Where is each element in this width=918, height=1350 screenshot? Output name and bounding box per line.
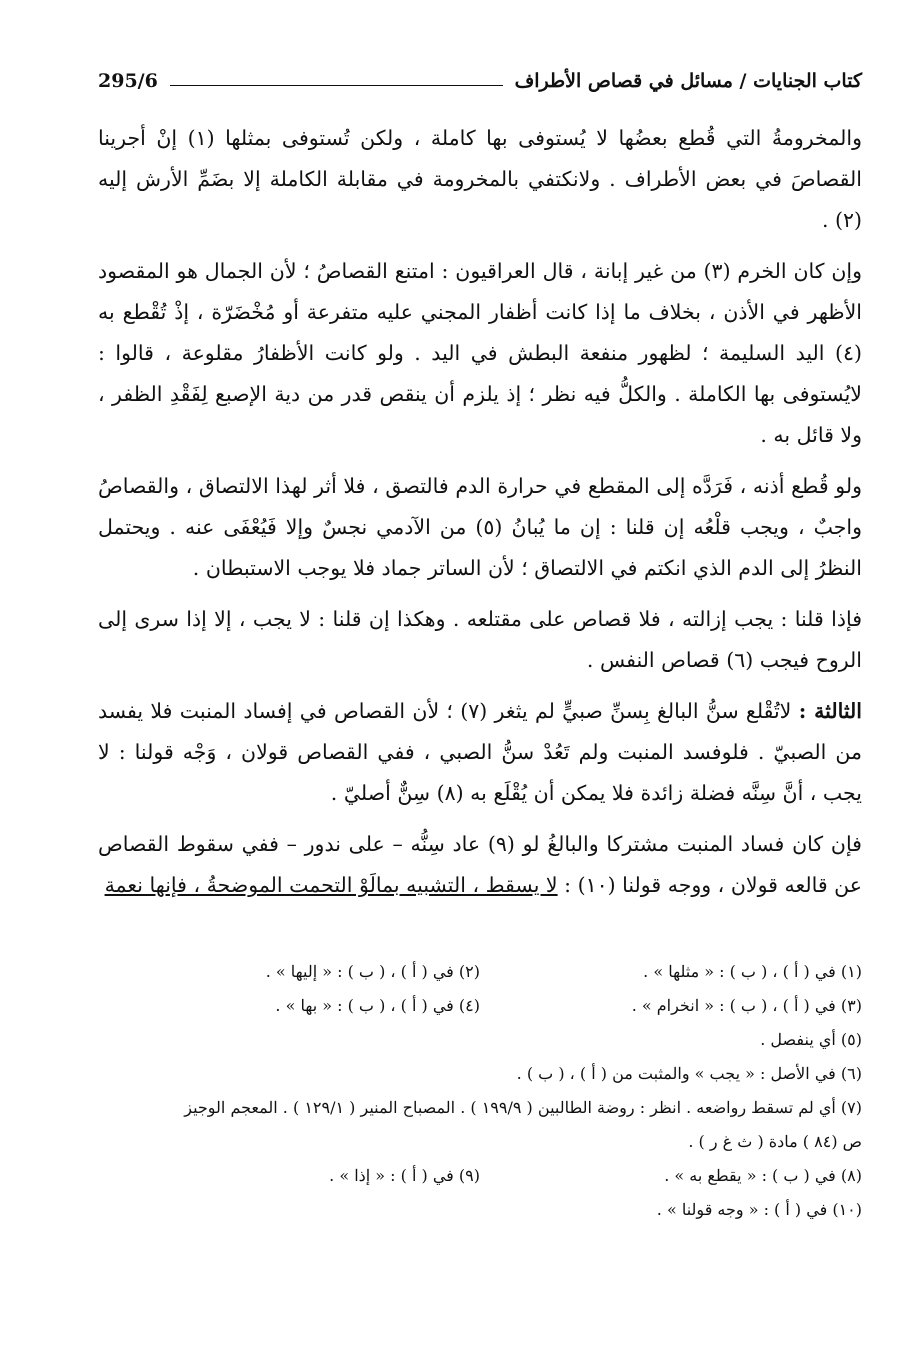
page-header xyxy=(98,56,862,92)
header-title: كتاب الجنايات / مسائل في قصاص الأطراف xyxy=(514,70,862,92)
paragraph: الثالثة : لاتُقْلع سنُّ البالغ بِسنِّ صبيٍّ لم يثغر (٧) ؛ لأن القصاص في إفساد المنبت فلا يفسد من الصبيّ . فلوفسد المنبت ولم تَعُدْ سنُّ الصبي ، ففي القصاص قولان ، وَجْه قولنا : لا يجب ، أنَّ سِنَّه فضلة زائدة فلا يمكن أن يُقْلَع به (٨) سِنٌّ أصليّ . xyxy=(98,699,862,805)
footnote: (١٠) في ( أ ) : « وجه قولنا » . xyxy=(656,1200,862,1219)
footnote: ص (٨٤ ) مادة ( ث غ ر ) . xyxy=(688,1132,862,1151)
footnote-row xyxy=(98,955,862,989)
footnote: (٨) في ( ب ) : « يقطع به » . xyxy=(664,1166,862,1185)
footnote: (٥) أي ينفصل . xyxy=(760,1030,862,1049)
paragraph: فإذا قلنا : يجب إزالته ، فلا قصاص على مقتلعه . وهكذا إن قلنا : لا يجب ، إلا إذا سرى إلى الروح فيجب (٦) قصاص النفس . xyxy=(98,607,862,672)
page-number: 295/6 xyxy=(98,70,158,92)
footnote: (٣) في ( أ ) ، ( ب ) : « انخرام » . xyxy=(631,996,862,1015)
header-rule xyxy=(170,85,503,86)
footnote: (٧) أي لم تسقط رواضعه . انظر : روضة الطالبين ( ١٩٩/٩ ) . المصباح المنير ( ١٢٩/١ ) . المعجم الوجيز xyxy=(184,1098,862,1117)
main-text xyxy=(98,118,862,916)
footnote-row xyxy=(98,989,862,1023)
paragraph: فإن كان فساد المنبت مشتركا والبالغُ لو (٩) عاد سِنُّه – على ندور – ففي سقوط القصاص عن قالعه قولان ، ووجه قولنا (١٠) : لا يسقط ، التشبيه بمالَوْ التحمت الموضحةُ ، فإنها نعمة xyxy=(98,832,862,897)
footnote: (٩) في ( أ ) : « إذا » . xyxy=(329,1166,480,1185)
footnotes xyxy=(98,955,862,1227)
footnote: (١) في ( أ ) ، ( ب ) : « مثلها » . xyxy=(643,962,862,981)
paragraph: ولو قُطع أذنه ، فَرَدَّه إلى المقطع في حرارة الدم فالتصق ، فلا أثر لهذا الالتصاق ، والقصاصُ واجبٌ ، ويجب قلْعُه إن قلنا : إن ما يُبانُ (٥) من الآدمي نجسٌ وإلا فَيُعْفَى عنه . ويحتمل النظرُ إلى الدم الذي انكتم في الالتصاق ؛ لأن الساتر جماد فلا يوجب الاستبطان . xyxy=(98,474,862,580)
footnote: (٤) في ( أ ) ، ( ب ) : « بها » . xyxy=(275,996,480,1015)
footnote: (٦) في الأصل : « يجب » والمثبت من ( أ ) ، ( ب ) . xyxy=(516,1064,862,1083)
paragraph: والمخرومةُ التي قُطع بعضُها لا يُستوفى بها كاملة ، ولكن تُستوفى بمثلها (١) إنْ أجرينا القصاصَ في بعض الأطراف . ولانكتفي بالمخرومة في مقابلة الكاملة إلا بضَمِّ الأرش إليه (٢) . xyxy=(98,126,862,232)
paragraph: وإن كان الخرم (٣) من غير إبانة ، قال العراقيون : امتنع القصاصُ ؛ لأن الجمال هو المقصود الأظهر في الأذن ، بخلاف ما إذا كانت أظفار المجني عليه متفرعة أو مُخْضَرّة ، إذْ تُقْطع به (٤) اليد السليمة ؛ لظهور منفعة البطش في اليد . ولو كانت الأظفارُ مقلوعة ، قالوا : لايُستوفى بها الكاملة . والكلُّ فيه نظر ؛ إذ يلزم أن ينقص قدر من دية الإصبع لِفَقْدِ الظفر ، ولا قائل به . xyxy=(98,259,862,447)
footnote: (٢) في ( أ ) ، ( ب ) : « إليها » . xyxy=(265,962,480,981)
underlined-text: لا يسقط ، التشبيه بمالَوْ التحمت الموضحةُ ، فإنها نعمة xyxy=(104,873,558,897)
footnote-row xyxy=(98,1159,862,1193)
section-lead: الثالثة : xyxy=(798,699,862,723)
